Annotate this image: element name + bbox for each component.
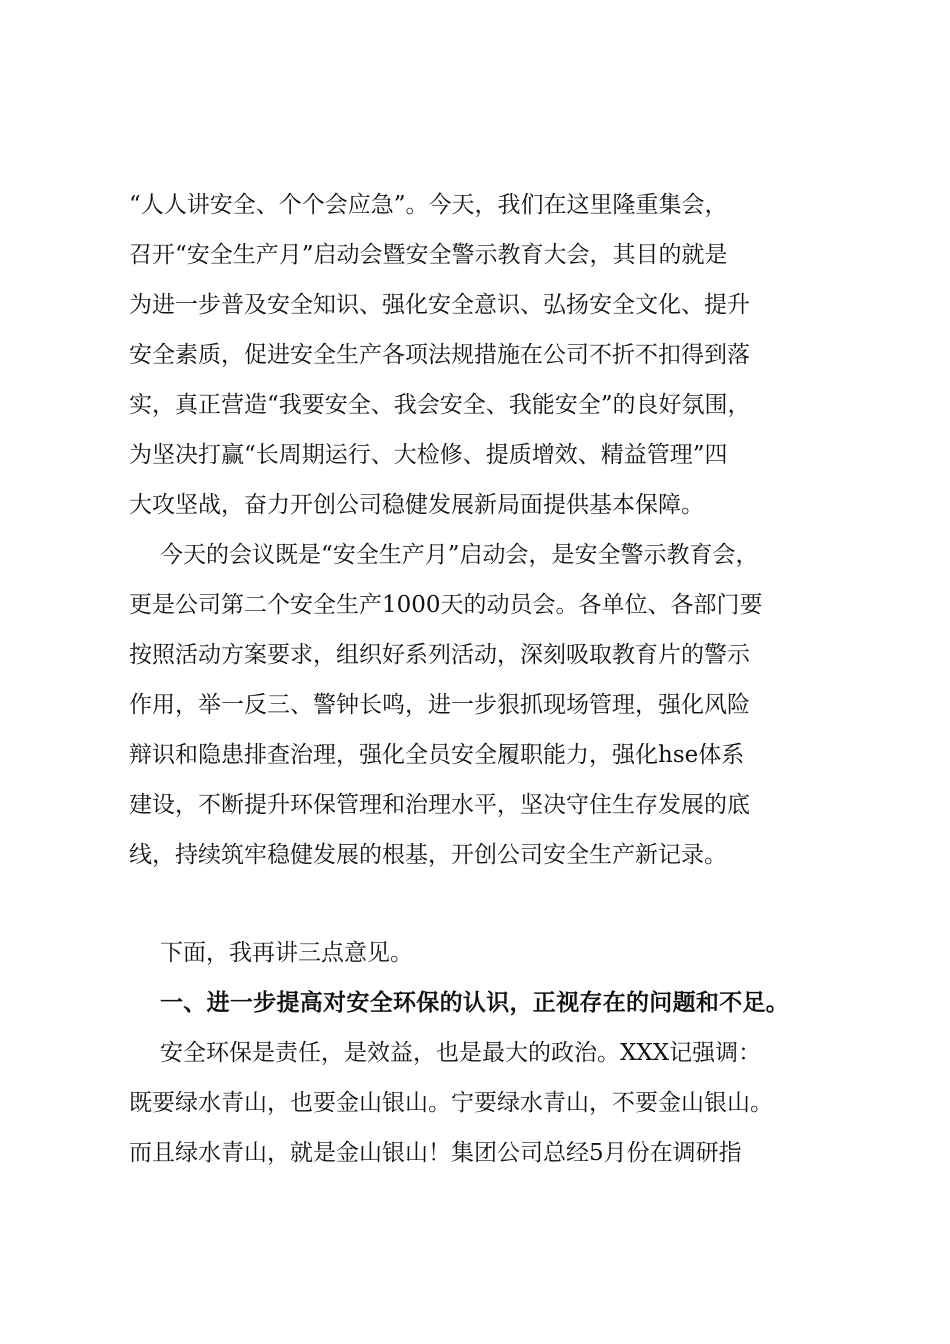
text-line: 下面，我再讲三点意见。 <box>160 940 413 966</box>
text-line: 大攻坚战，奋力开创公司稳健发展新局面提供基本保障。 <box>129 492 704 518</box>
text-line: 而且绿水青山，就是金山银山！集团公司总经5月份在调研指 <box>129 1140 742 1166</box>
text-line: 按照活动方案要求，组织好系列活动，深刻吸取教育片的警示 <box>129 642 750 668</box>
text-line: 今天的会议既是“安全生产月”启动会，是安全警示教育会， <box>160 542 759 568</box>
text-line: 既要绿水青山，也要金山银山。宁要绿水青山，不要金山银山。 <box>129 1090 773 1116</box>
section-heading-1: 一、进一步提高对安全环保的认识，正视存在的问题和不足。 <box>160 989 790 1016</box>
text-line: 更是公司第二个安全生产1000天的动员会。各单位、各部门要 <box>129 592 763 618</box>
text-line: 为进一步普及安全知识、强化安全意识、弘扬安全文化、提升 <box>129 292 750 318</box>
text-line: 辩识和隐患排查治理，强化全员安全履职能力，强化hse体系 <box>129 742 745 768</box>
text-line: 实，真正营造“我要安全、我会安全、我能安全”的良好氛围， <box>129 392 751 418</box>
text-line: 为坚决打赢“长周期运行、大检修、提质增效、精益管理”四 <box>129 442 728 468</box>
text-line: 作用，举一反三、警钟长鸣，进一步狠抓现场管理，强化风险 <box>129 692 750 718</box>
text-line: 线，持续筑牢稳健发展的根基，开创公司安全生产新记录。 <box>129 842 727 868</box>
text-line: 安全环保是责任，是效益，也是最大的政治。XXX记强调： <box>160 1040 762 1066</box>
text-line: 召开“安全生产月”启动会暨安全警示教育大会，其目的就是 <box>129 242 728 268</box>
text-line: 安全素质，促进安全生产各项法规措施在公司不折不扣得到落 <box>129 342 750 368</box>
text-line: 建设，不断提升环保管理和治理水平，坚决守住生存发展的底 <box>129 792 750 818</box>
text-line: “人人讲安全、个个会应急”。今天，我们在这里隆重集会， <box>129 192 728 218</box>
